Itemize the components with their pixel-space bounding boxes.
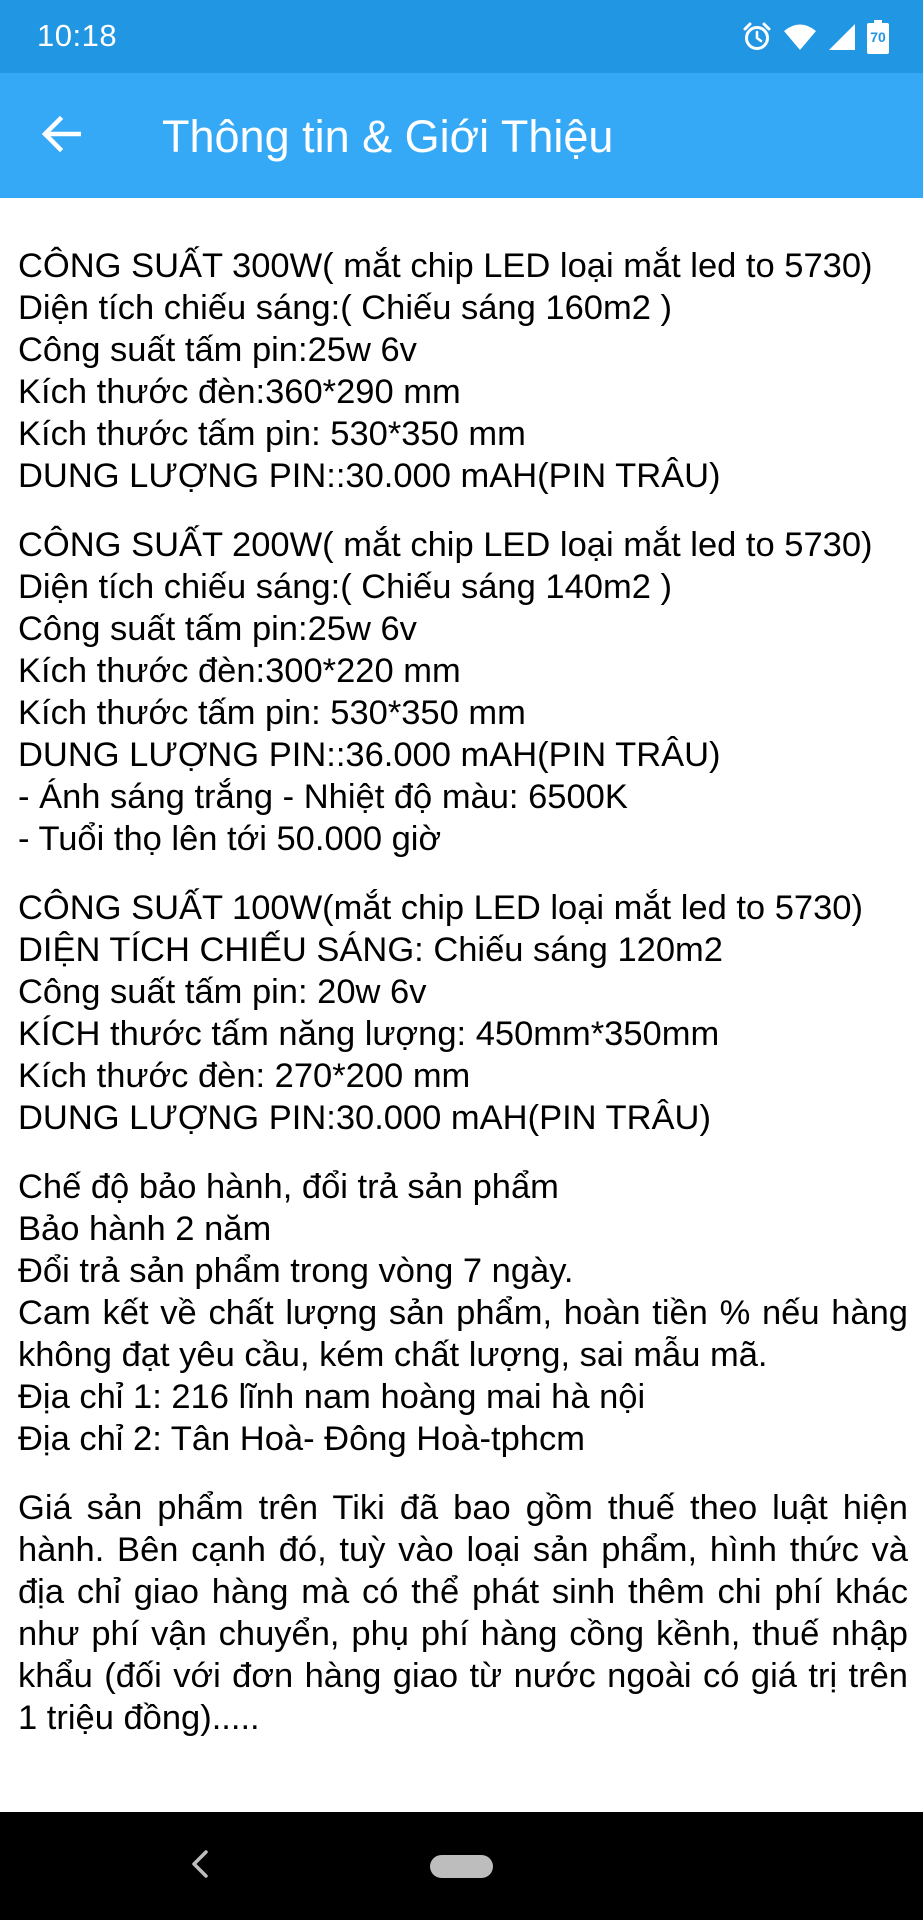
- spec-line: Công suất tấm pin:25w 6v: [18, 610, 417, 648]
- address-1: Địa chỉ 1: 216 lĩnh nam hoàng mai hà nội: [18, 1378, 646, 1416]
- spec-line: Kích thước đèn:360*290 mm: [18, 373, 461, 411]
- wifi-icon: [783, 22, 817, 52]
- product-100w-specs: [18, 887, 908, 1139]
- spec-line: Kích thước đèn:300*220 mm: [18, 652, 461, 690]
- spec-line: CÔNG SUẤT 200W( mắt chip LED loại mắt led to 5730): [18, 526, 873, 564]
- spec-line: Kích thước tấm pin: 530*350 mm: [18, 694, 526, 732]
- spec-line: DIỆN TÍCH CHIẾU SÁNG: Chiếu sáng 120m2: [18, 931, 723, 969]
- return-policy: Đổi trả sản phẩm trong vòng 7 ngày.: [18, 1252, 574, 1290]
- spec-line: Diện tích chiếu sáng:( Chiếu sáng 140m2 ): [18, 568, 672, 606]
- status-time: 10:18: [37, 18, 118, 53]
- page-title: Thông tin & Giới Thiệu: [162, 111, 614, 162]
- spec-line: CÔNG SUẤT 100W(mắt chip LED loại mắt led to 5730): [18, 889, 863, 927]
- warranty-section: [18, 1166, 908, 1460]
- status-bar: [0, 0, 923, 73]
- price-note: Giá sản phẩm trên Tiki đã bao gồm thuế theo luật hiện hành. Bên cạnh đó, tuỳ vào loại sản phẩm, hình thức và địa chỉ giao hàng mà có thể phát sinh thêm chi phí khác như phí vận chuyển, phụ phí hàng cồng kềnh, thuế nhập khẩu (đối với đơn hàng giao từ nước ngoài có giá trị trên 1 triệu đồng).....: [18, 1489, 908, 1737]
- product-300w-specs: [18, 245, 908, 497]
- system-nav-bar: [0, 1812, 923, 1920]
- product-info-content: [18, 245, 908, 1766]
- spec-line: CÔNG SUẤT 300W( mắt chip LED loại mắt led to 5730): [18, 247, 873, 285]
- nav-back-button[interactable]: [180, 1844, 220, 1888]
- spec-line: KÍCH thước tấm năng lượng: 450mm*350mm: [18, 1015, 720, 1053]
- spec-line: - Ánh sáng trắng - Nhiệt độ màu: 6500K: [18, 778, 628, 816]
- arrow-back-icon: [41, 116, 81, 157]
- quality-commitment: Cam kết về chất lượng sản phẩm, hoàn tiền % nếu hàng không đạt yêu cầu, kém chất lượng, sai mẫu mã.: [18, 1294, 908, 1374]
- spec-line: Kích thước tấm pin: 530*350 mm: [18, 415, 526, 453]
- price-note-section: [18, 1487, 908, 1739]
- alarm-icon: [741, 21, 773, 53]
- warranty-period: Bảo hành 2 năm: [18, 1210, 272, 1248]
- battery-icon: [867, 20, 889, 54]
- address-2: Địa chỉ 2: Tân Hoà- Đông Hoà-tphcm: [18, 1420, 585, 1458]
- spec-line: Công suất tấm pin:25w 6v: [18, 331, 417, 369]
- signal-icon: [827, 22, 857, 52]
- nav-back-icon: [190, 1849, 210, 1884]
- status-icons: [741, 18, 889, 56]
- warranty-title: Chế độ bảo hành, đổi trả sản phẩm: [18, 1168, 559, 1206]
- back-button[interactable]: [26, 103, 96, 169]
- spec-line: DUNG LƯỢNG PIN::30.000 mAH(PIN TRÂU): [18, 457, 721, 495]
- app-bar: [0, 73, 923, 198]
- spec-line: DUNG LƯỢNG PIN:30.000 mAH(PIN TRÂU): [18, 1099, 711, 1137]
- spec-line: Kích thước đèn: 270*200 mm: [18, 1057, 471, 1095]
- spec-line: DUNG LƯỢNG PIN::36.000 mAH(PIN TRÂU): [18, 736, 721, 774]
- spec-line: - Tuổi thọ lên tới 50.000 giờ: [18, 820, 442, 858]
- spec-line: Diện tích chiếu sáng:( Chiếu sáng 160m2 ): [18, 289, 672, 327]
- product-200w-specs: [18, 524, 908, 860]
- nav-home-pill-icon[interactable]: [430, 1855, 493, 1878]
- battery-level: 70: [870, 29, 886, 45]
- spec-line: Công suất tấm pin: 20w 6v: [18, 973, 427, 1011]
